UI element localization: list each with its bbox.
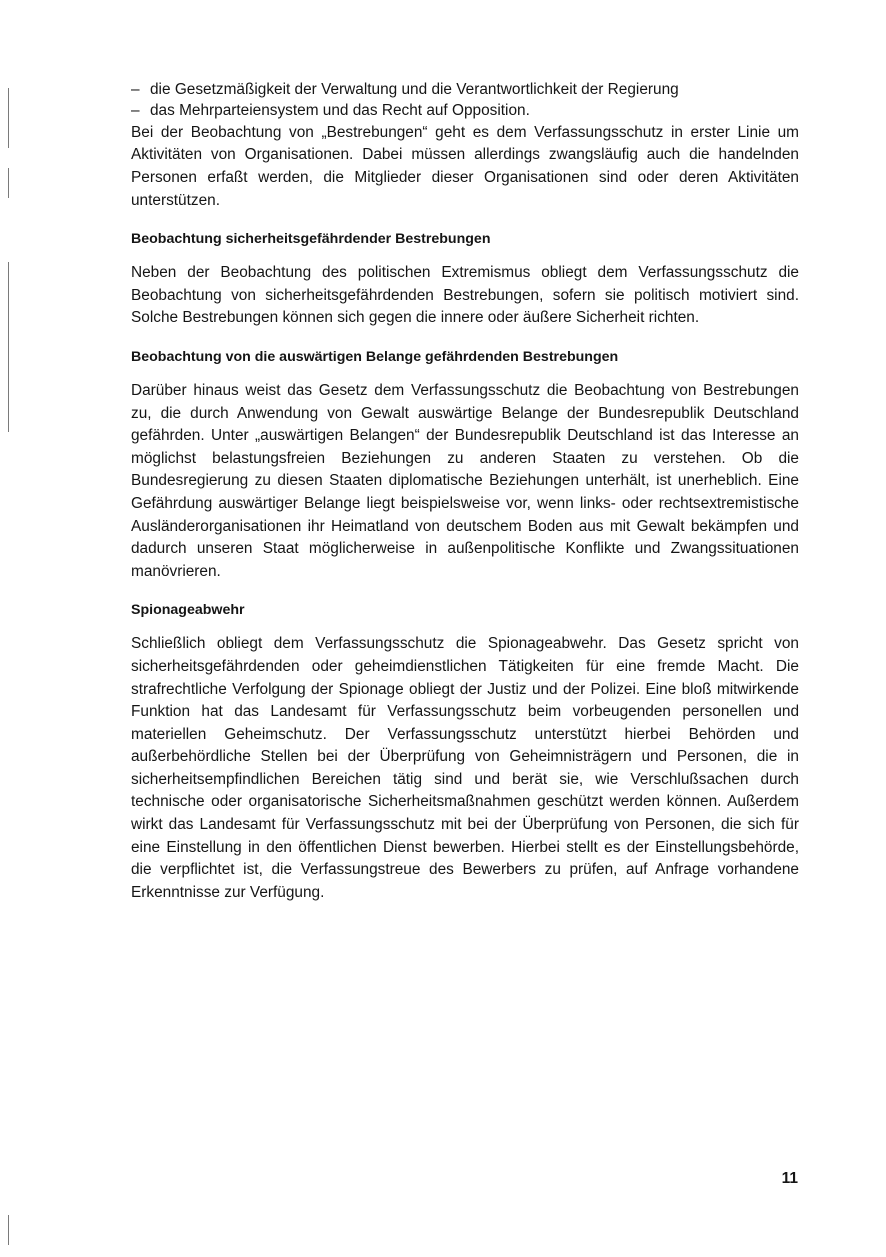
- scan-margin-line: [8, 262, 9, 432]
- section-body-security-threats: Neben der Beobachtung des politischen Extremismus obliegt dem Verfassungsschutz die Beobachtung von sicherheitsgefährdenden Bestrebungen, sofern sie politisch motiviert sind. Solche Bestrebungen können sich gegen die innere oder äußere Sicherheit richten.: [131, 264, 799, 327]
- scan-margin-line: [8, 168, 9, 198]
- bullet-text: die Gesetzmäßigkeit der Verwaltung und die Verantwortlichkeit der Regierung: [150, 81, 679, 98]
- section-heading-foreign-interests: Beobachtung von die auswärtigen Belange gefährdenden Bestrebungen: [131, 348, 619, 365]
- section-heading-security-threats: Beobachtung sicherheitsgefährdender Bestrebungen: [131, 231, 491, 248]
- bullet-dash: –: [131, 102, 140, 120]
- page-number: 11: [781, 1170, 798, 1187]
- intro-paragraph: Bei der Beobachtung von „Bestrebungen“ geht es dem Verfassungsschutz in erster Linie um Aktivitäten von Organisationen. Dabei müssen allerdings zwangsläufig auch die handelnden Personen erfaßt werden, die Mitglieder dieser Organisationen sind oder deren Aktivitäten unterstützen.: [131, 123, 799, 209]
- document-page: [131, 79, 799, 904]
- bullet-item: [131, 100, 799, 121]
- scan-margin-line: [8, 88, 9, 148]
- section-heading-counterintelligence: Spionageabwehr: [131, 602, 245, 619]
- bullet-text: das Mehrparteiensystem und das Recht auf Opposition.: [150, 102, 530, 120]
- bullet-item: [131, 79, 799, 100]
- section-body-foreign-interests: Darüber hinaus weist das Gesetz dem Verfassungsschutz die Beobachtung von Bestrebungen zu, die durch Anwendung von Gewalt auswärtige Belange der Bundesrepublik Deutschland gefährden. Unter „auswärtigen Belangen“ der Bundesrepublik Deutschland ist das Interesse an möglichst belastungsfreien Beziehungen zu anderen Staaten zu verstehen. Ob die Bundesregierung zu diesen Staaten diplomatische Beziehungen unterhält, ist unerheblich. Eine Gefährdung auswärtiger Belange liegt beispielsweise vor, wenn links- oder rechtsextremistische Ausländerorganisationen ihr Heimatland von deutschem Boden aus mit Gewalt bekämpfen und dadurch unseren Staat möglicherweise in außenpolitische Konflikte und Zwangssituationen manövrieren.: [131, 381, 799, 580]
- bullet-dash: –: [131, 81, 140, 98]
- scan-margin-line: [8, 1215, 9, 1245]
- section-body-counterintelligence: Schließlich obliegt dem Verfassungsschutz die Spionageabwehr. Das Gesetz spricht von sicherheitsgefährdenden oder geheimdienstlichen Tätigkeiten für eine fremde Macht. Die strafrechtliche Verfolgung der Spionage obliegt der Justiz und der Polizei. Eine bloß mitwirkende Funktion hat das Landesamt für Verfassungsschutz beim vorbeugenden personellen und materiellen Geheimschutz. Der Verfassungsschutz unterstützt hierbei Behörden und außerbehördliche Stellen bei der Überprüfung von Geheimnisträgern und Personen, die in sicherheitsempfindlichen Bereichen tätig sind und berät sie, wie Verschlußsachen durch technische oder organisatorische Sicherheitsmaßnahmen geschützt werden können. Außerdem wirkt das Landesamt für Verfassungsschutz mit bei der Überprüfung von Personen, die sich für eine Einstellung in den öffentlichen Dienst bewerben. Hierbei stellt es der Einstellungsbehörde, die verpflichtet ist, die Verfassungstreue des Bewerbers zu prüfen, auf Anfrage vorhandene Erkenntnisse zur Verfügung.: [131, 635, 799, 901]
